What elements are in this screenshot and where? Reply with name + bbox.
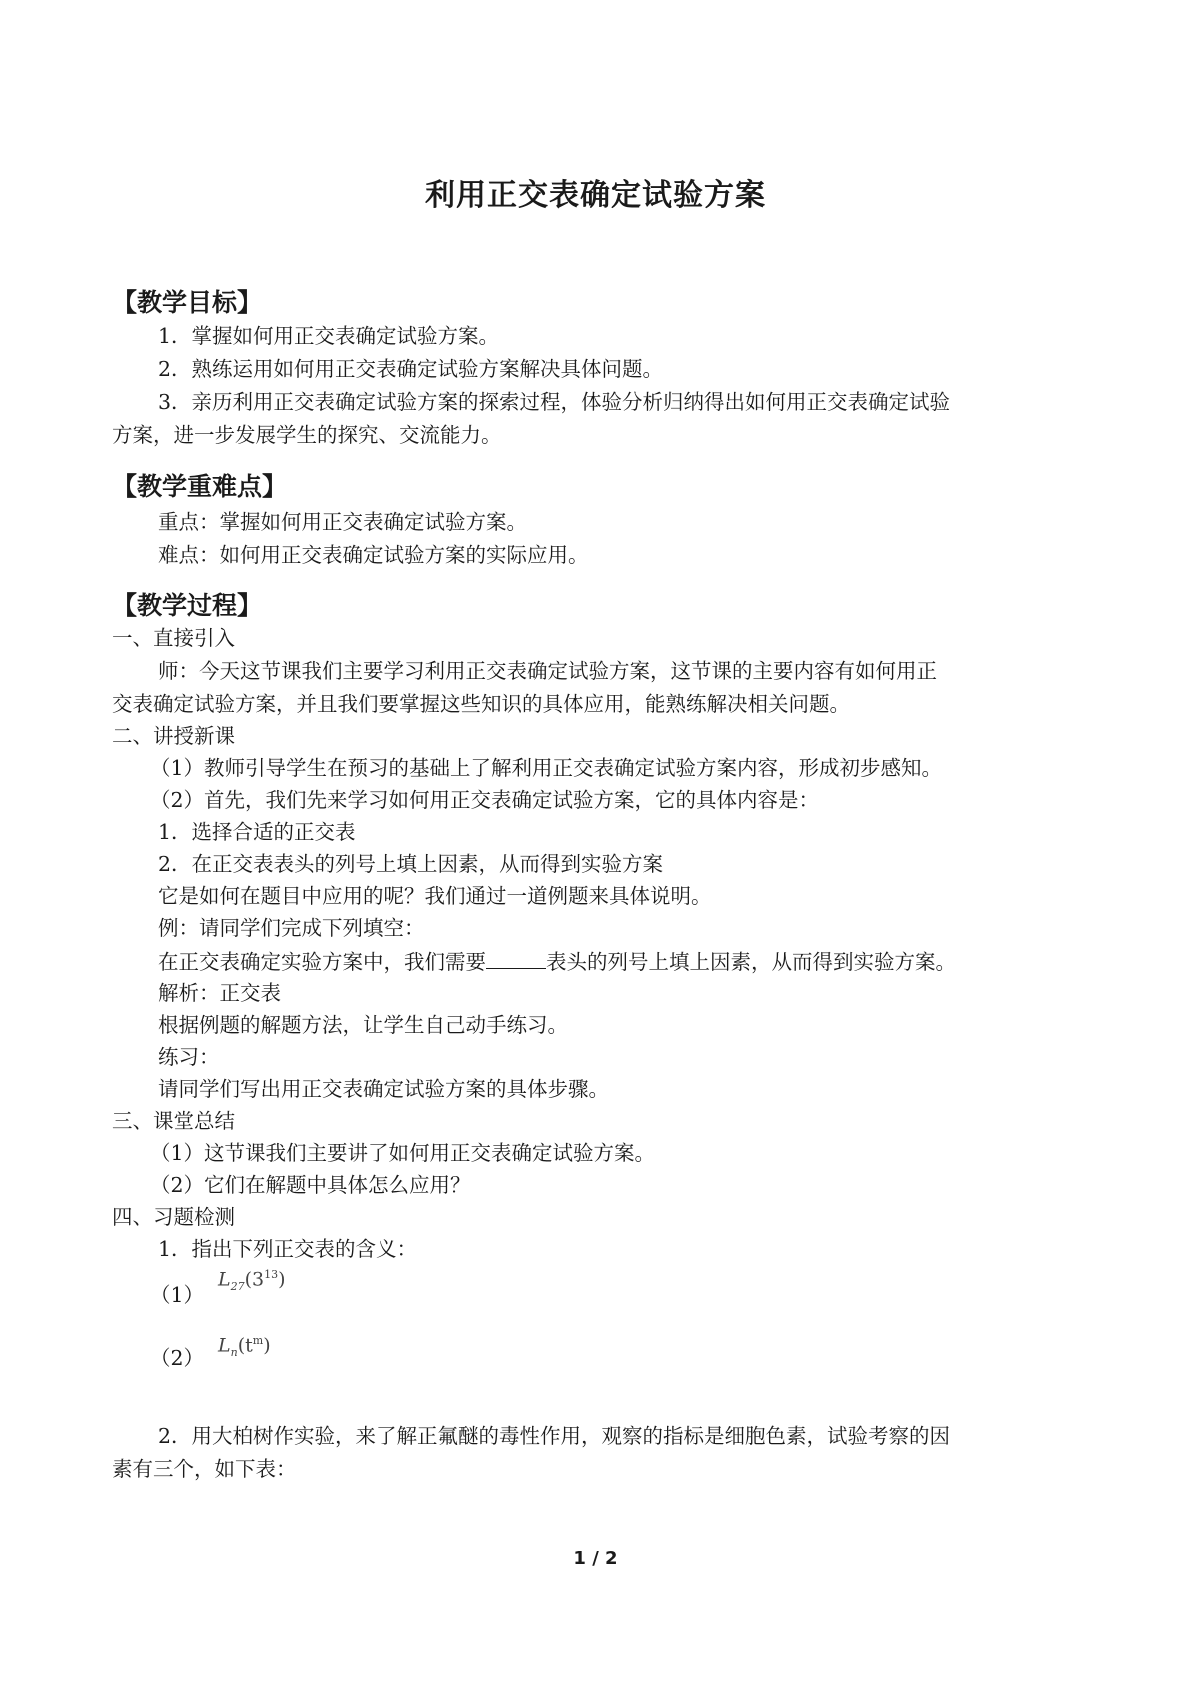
answer-blank	[486, 950, 546, 969]
key-line: 难点：如何用正交表确定试验方案的实际应用。	[158, 543, 589, 567]
process-step-title: 二、讲授新课	[112, 724, 235, 748]
goal-line: 1．掌握如何用正交表确定试验方案。	[158, 324, 500, 348]
goal-line: 3．亲历利用正交表确定试验方案的探索过程，体验分析归纳得出如何用正交表确定试验	[158, 390, 951, 414]
formula-l27: $L_{27}(3^{13})$	[218, 1268, 286, 1294]
process-step-title: 一、直接引入	[112, 626, 235, 650]
process-line: 1．指出下列正交表的含义：	[158, 1237, 418, 1261]
process-line: 它是如何在题目中应用的呢？我们通过一道例题来具体说明。	[158, 884, 712, 908]
process-line: 根据例题的解题方法，让学生自己动手练习。	[158, 1013, 568, 1037]
process-line: 2．在正交表表头的列号上填上因素，从而得到实验方案	[158, 852, 664, 876]
section-heading-process: 【教学过程】	[112, 591, 263, 620]
goal-line: 2．熟练运用如何用正交表确定试验方案解决具体问题。	[158, 357, 664, 381]
example-text-after: 表头的列号上填上因素，从而得到实验方案。	[546, 950, 956, 974]
goal-line: 方案，进一步发展学生的探究、交流能力。	[112, 423, 502, 447]
process-line: 师：今天这节课我们主要学习利用正交表确定试验方案，这节课的主要内容有如何用正	[158, 659, 937, 683]
page-number: 1 / 2	[573, 1548, 618, 1569]
section-heading-goals: 【教学目标】	[112, 288, 263, 317]
process-step-title: 四、习题检测	[112, 1205, 235, 1229]
process-line: 请同学们写出用正交表确定试验方案的具体步骤。	[158, 1077, 609, 1101]
page-title: 利用正交表确定试验方案	[425, 178, 766, 213]
key-line: 重点：掌握如何用正交表确定试验方案。	[158, 510, 527, 534]
process-line: 解析：正交表	[158, 981, 281, 1005]
process-line: 1．选择合适的正交表	[158, 820, 356, 844]
process-line: 练习：	[158, 1045, 220, 1069]
process-line: 素有三个，如下表：	[112, 1457, 297, 1481]
process-line: （1）教师引导学生在预习的基础上了解利用正交表确定试验方案内容，形成初步感知。	[150, 756, 943, 780]
fill-in-example	[158, 950, 956, 973]
process-line: （2）它们在解题中具体怎么应用？	[150, 1173, 471, 1197]
process-line: （1）这节课我们主要讲了如何用正交表确定试验方案。	[150, 1141, 656, 1165]
exercise-item-label: （2）	[150, 1346, 205, 1370]
process-line: 2．用大柏树作实验，来了解正氟醚的毒性作用，观察的指标是细胞色素，试验考察的因	[158, 1424, 951, 1448]
section-heading-keys: 【教学重难点】	[112, 472, 288, 501]
process-step-title: 三、课堂总结	[112, 1109, 235, 1133]
exercise-item-label: （1）	[150, 1283, 205, 1307]
process-line: 交表确定试验方案，并且我们要掌握这些知识的具体应用，能熟练解决相关问题。	[112, 692, 850, 716]
process-line: 例：请同学们完成下列填空：	[158, 916, 425, 940]
formula-ln: $L_n(t^m)$	[218, 1334, 271, 1360]
example-text-before: 在正交表确定实验方案中，我们需要	[158, 950, 486, 974]
process-line: （2）首先，我们先来学习如何用正交表确定试验方案，它的具体内容是：	[150, 788, 820, 812]
